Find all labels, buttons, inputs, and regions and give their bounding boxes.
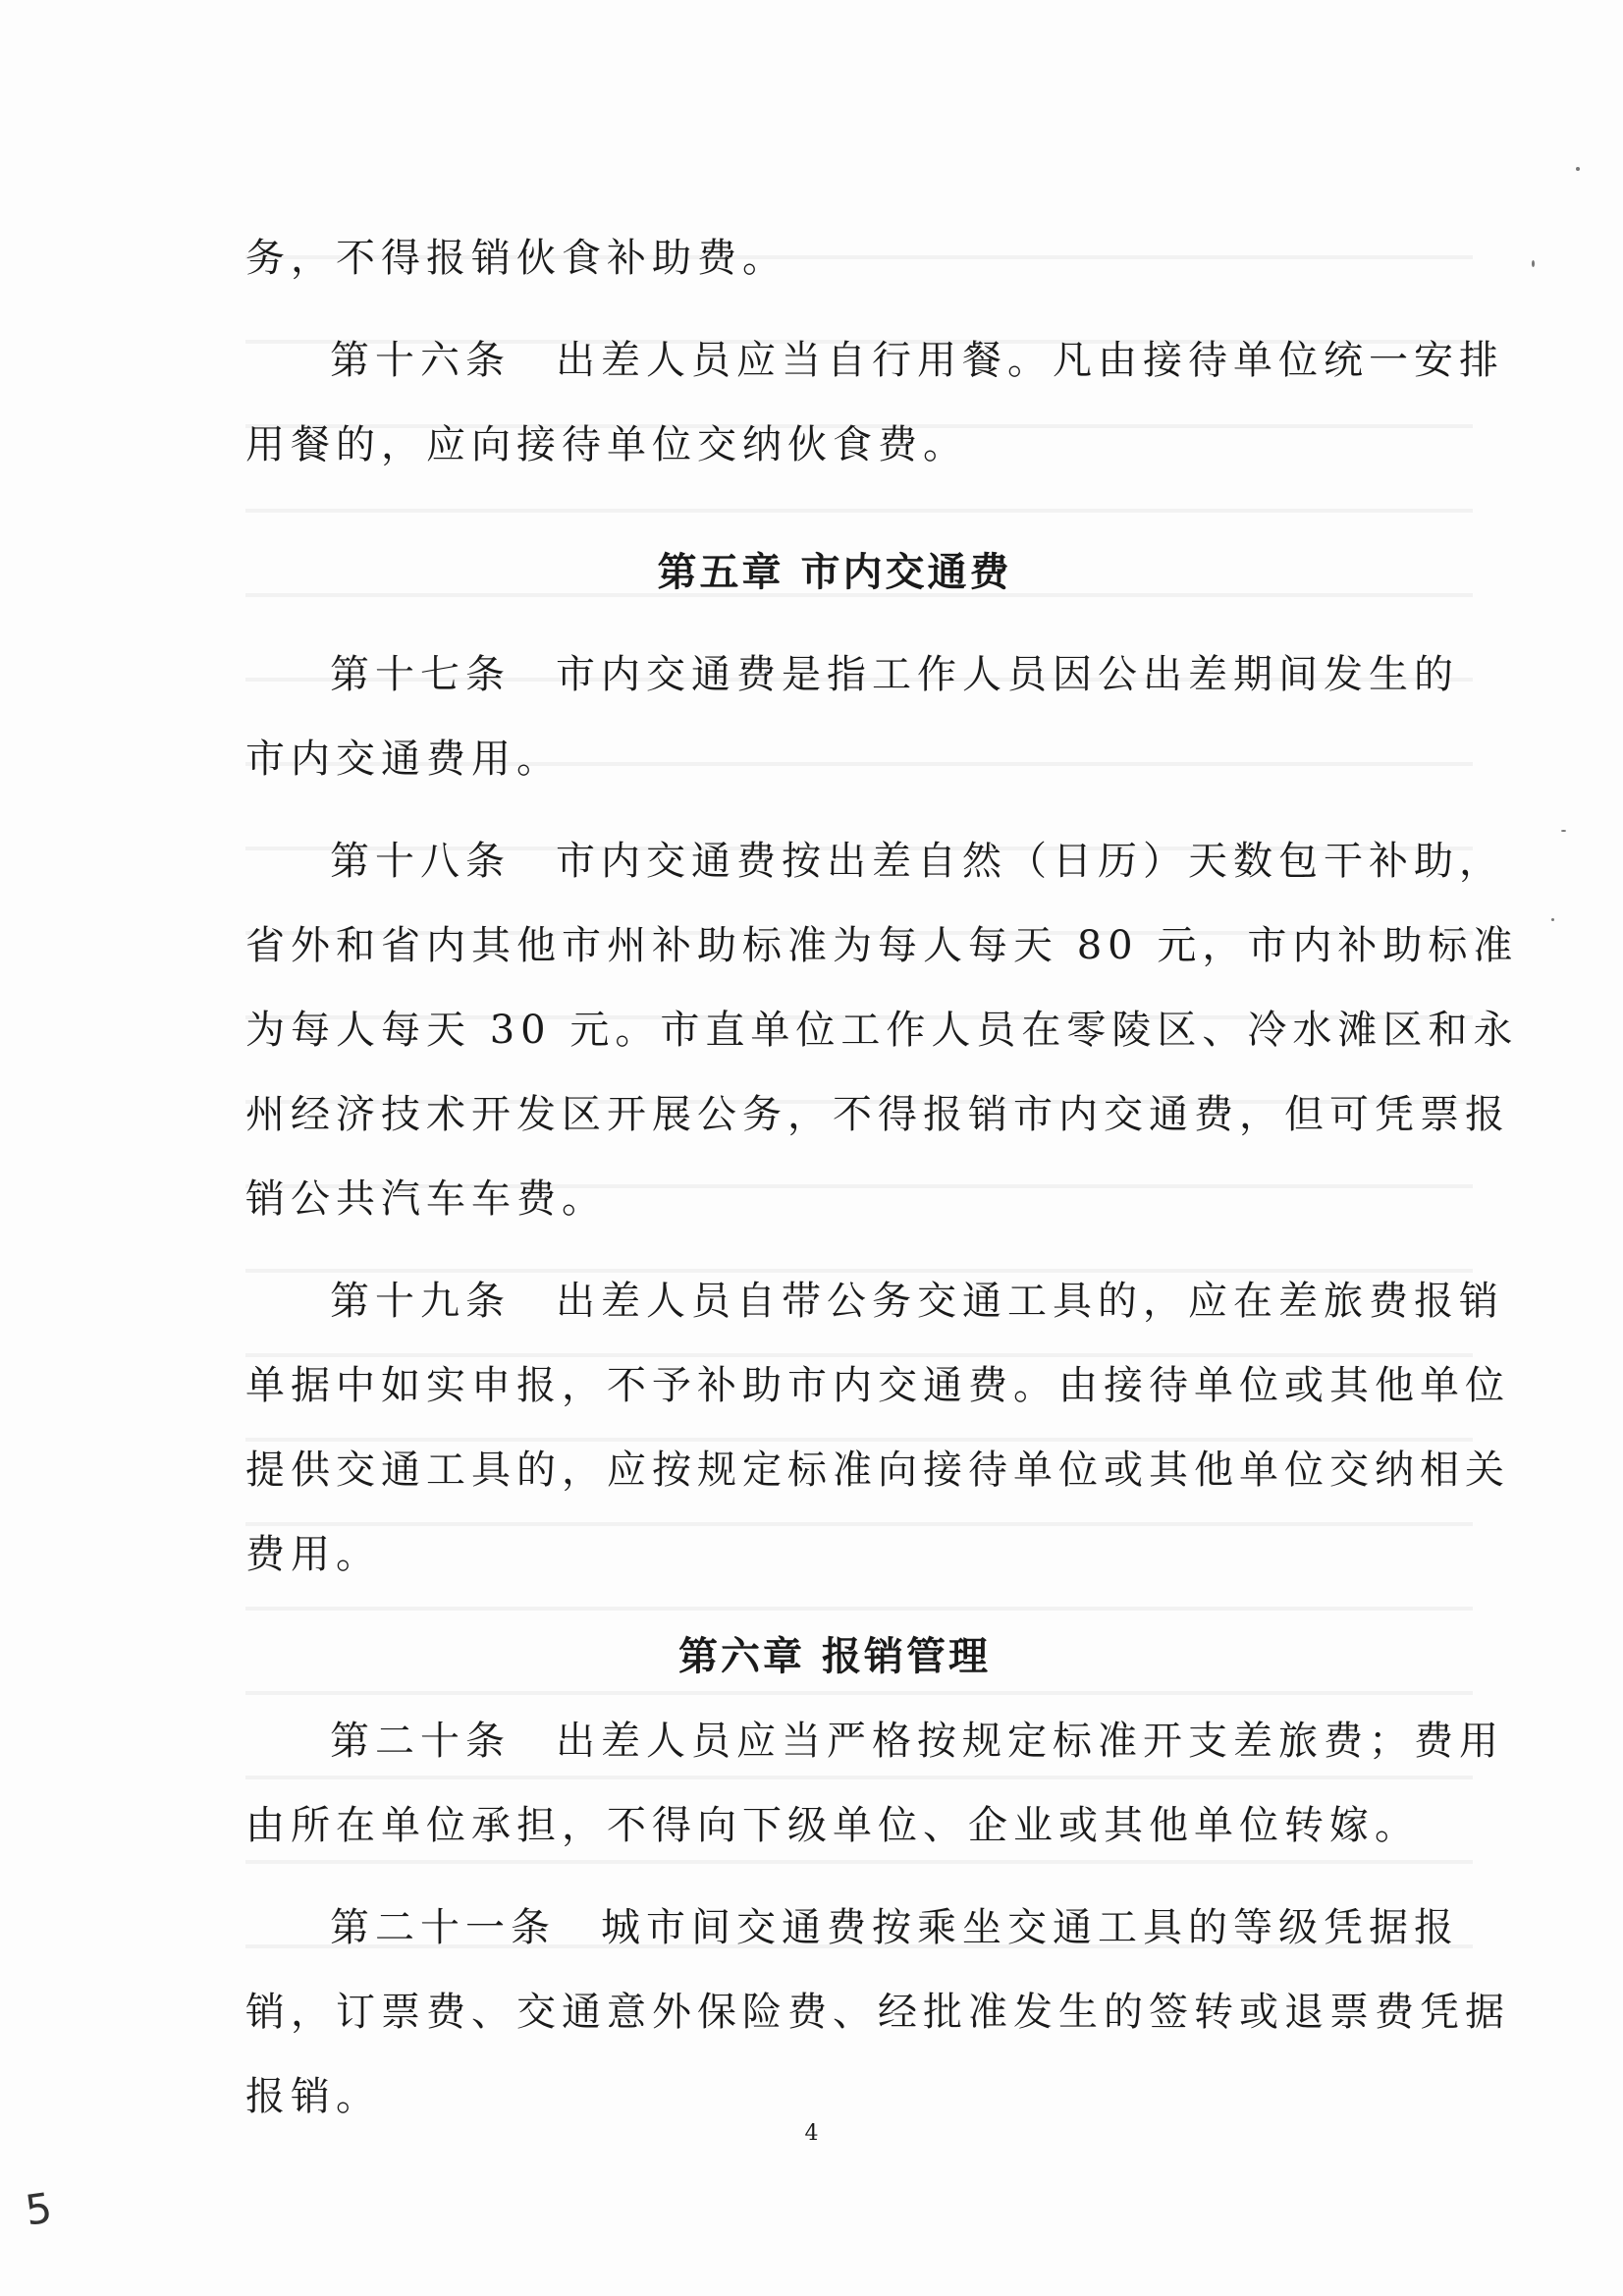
article-17-first-line xyxy=(245,632,1459,717)
document-body xyxy=(245,216,1519,2139)
text-line: 销，订票费、交通意外保险费、经批准发生的签转或退票费凭据 xyxy=(245,1990,1510,2035)
article-19-text: 出差人员自带公务交通工具的，应在差旅费报销 xyxy=(556,1279,1504,1324)
article-21-first-line xyxy=(245,1886,1459,1970)
article-20-label: 第二十条 xyxy=(330,1719,511,1764)
scan-speck xyxy=(1551,918,1554,921)
text-line: 销公共汽车车费。 xyxy=(245,1176,607,1222)
text-line: 单据中如实申报，不予补助市内交通费。由接待单位或其他单位 xyxy=(245,1363,1510,1408)
article-17-label: 第十七条 xyxy=(330,652,511,697)
article-18-first-line xyxy=(245,819,1504,903)
article-16-label: 第十六条 xyxy=(330,338,511,383)
text-line: 州经济技术开发区开展公务，不得报销市内交通费，但可凭票报 xyxy=(245,1092,1510,1137)
article-18-label: 第十八条 xyxy=(330,839,511,884)
article-17-text: 市内交通费是指工作人员因公出差期间发生的 xyxy=(556,652,1459,697)
article-20-text: 出差人员应当严格按规定标准开支差旅费；费用 xyxy=(556,1719,1504,1764)
article-16-first-line xyxy=(245,318,1504,403)
text-line: 由所在单位承担，不得向下级单位、企业或其他单位转嫁。 xyxy=(245,1803,1420,1848)
article-19-label: 第十九条 xyxy=(330,1279,511,1324)
text-line: 省外和省内其他市州补助标准为每人每天 80 元，市内补助标准 xyxy=(245,923,1519,968)
text-line: 费用。 xyxy=(245,1532,381,1577)
scan-speck xyxy=(1576,167,1580,171)
article-16-text: 出差人员应当自行用餐。凡由接待单位统一安排 xyxy=(556,338,1504,383)
text-line: 用餐的，应向接待单位交纳伙食费。 xyxy=(245,422,968,467)
text-line: 务，不得报销伙食补助费。 xyxy=(245,236,787,281)
article-19-first-line xyxy=(245,1259,1504,1343)
text-line: 市内交通费用。 xyxy=(245,737,562,782)
chapter-6-heading: 第六章 报销管理 xyxy=(678,1634,991,1679)
article-21-label: 第二十一条 xyxy=(330,1905,556,1950)
text-line: 提供交通工具的，应按规定标准向接待单位或其他单位交纳相关 xyxy=(245,1448,1510,1493)
chapter-5-heading: 第五章 市内交通费 xyxy=(657,550,1012,595)
article-18-text: 市内交通费按出差自然（日历）天数包干补助， xyxy=(556,839,1504,884)
scan-speck xyxy=(1561,830,1566,832)
article-20-first-line xyxy=(245,1699,1504,1783)
text-line: 报销。 xyxy=(245,2074,381,2119)
article-21-text: 城市间交通费按乘坐交通工具的等级凭据报 xyxy=(601,1905,1459,1950)
scan-speck xyxy=(1532,260,1535,267)
text-line: 为每人每天 30 元。市直单位工作人员在零陵区、冷水滩区和永 xyxy=(245,1008,1519,1053)
handwritten-margin-mark: 5 xyxy=(22,2183,56,2235)
page-number: 4 xyxy=(804,2121,819,2146)
